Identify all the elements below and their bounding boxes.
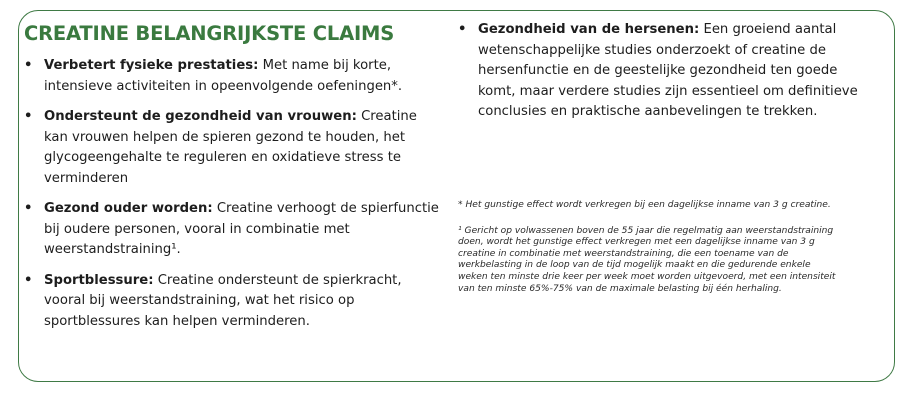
claim-text: Met name bij korte, intensieve activiteiten in opeenvolgende oefeningen*. xyxy=(44,58,403,94)
claim-healthy-aging xyxy=(24,199,444,261)
claims-list xyxy=(24,56,444,332)
bullet-icon: • xyxy=(24,272,33,288)
claim-title: Sportblessure: xyxy=(44,272,154,288)
bullet-icon: • xyxy=(458,22,467,37)
footnote-asterisk: * Het gunstige effect wordt verkregen bij een dagelijkse inname van 3 g creatine. xyxy=(458,200,831,210)
claim-title: Verbetert fysieke prestaties: xyxy=(44,58,259,73)
claim-text: Creatine ondersteunt de spierkracht, vooral bij weerstandstraining, wat het risico op sportblessures kan helpen verminderen. xyxy=(44,272,402,329)
footnotes xyxy=(458,200,843,309)
page-title: CREATINE BELANGRIJKSTE CLAIMS xyxy=(24,22,395,45)
left-column xyxy=(24,22,444,342)
claim-brain-health xyxy=(458,20,858,123)
claim-title: Gezond ouder worden: xyxy=(44,201,213,216)
bullet-icon: • xyxy=(24,109,33,124)
claim-title: Gezondheid van de hersenen: xyxy=(478,22,700,37)
claim-sports-injury xyxy=(24,271,444,333)
claim-womens-health xyxy=(24,107,444,189)
footnote-one: ¹ Gericht op volwassenen boven de 55 jaar die regelmatig aan weerstandstraining doen, wordt het gunstige effect verkregen met een dagelijkse inname van 3 g creatine in combinatie met weerstandstraining, die een toename van de werkbelasting in de loop van de tijd mogelijk maakt en die gedurende enkele weken ten minste drie keer per week moet worden uitgevoerd, met een intensiteit van ten minste 65%-75% van de maximale belasting bij één herhaling. xyxy=(458,225,836,294)
claims-list-continued xyxy=(458,20,858,123)
right-column xyxy=(458,20,858,133)
claim-physical-performance xyxy=(24,56,444,97)
claim-text: Creatine kan vrouwen helpen de spieren gezond te houden, het glycogeengehalte te reguleren en oxidatieve stress te verminderen xyxy=(44,109,417,186)
bullet-icon: • xyxy=(24,58,33,73)
claim-text: Een groeiend aantal wetenschappelijke studies onderzoekt of creatine de hersenfunctie en de geestelijke gezondheid ten goede komt, maar verdere studies zijn essentieel om definitieve conclusies en praktische aanbevelingen te trekken. xyxy=(478,22,858,119)
bullet-icon: • xyxy=(24,201,33,216)
claim-text: Creatine verhoogt de spierfunctie bij oudere personen, vooral in combinatie met weerstandstraining¹. xyxy=(44,201,439,257)
claim-title: Ondersteunt de gezondheid van vrouwen: xyxy=(44,109,357,124)
